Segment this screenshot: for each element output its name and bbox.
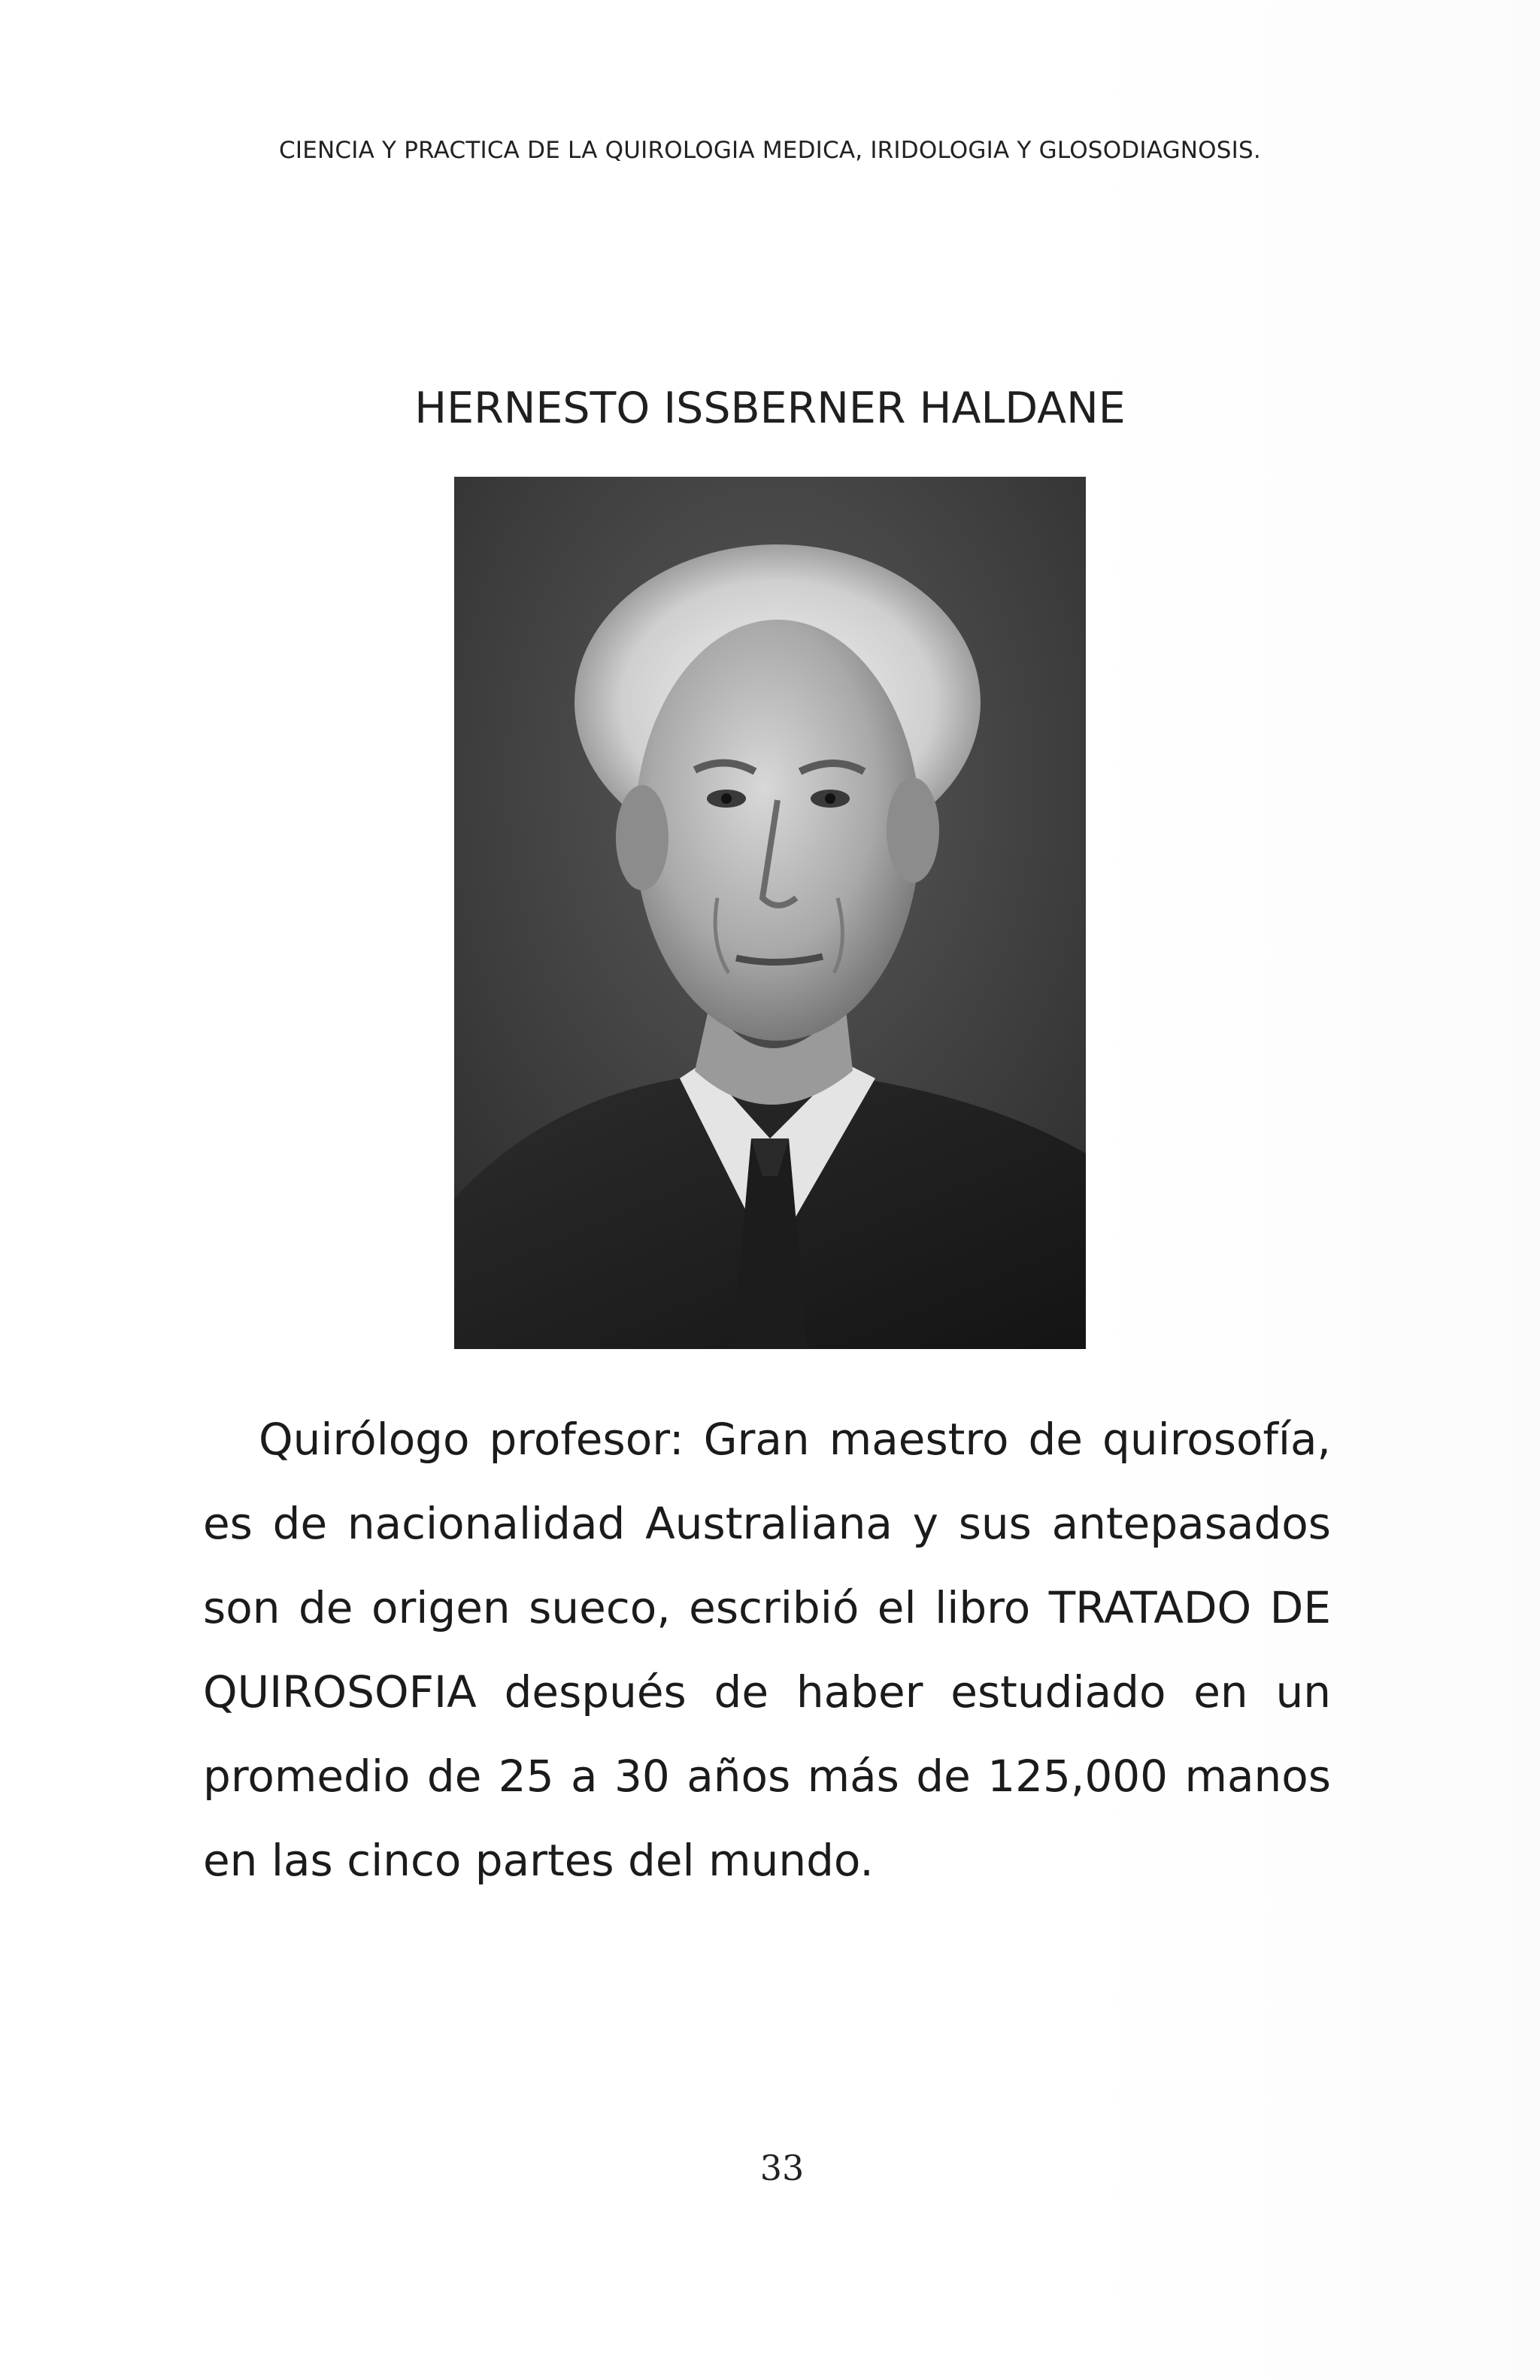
portrait-photo: [454, 477, 1086, 1349]
running-header: CIENCIA Y PRACTICA DE LA QUIROLOGIA MEDICA, IRIDOLOGIA Y GLOSODIAGNOSIS.: [279, 137, 1261, 164]
biography-paragraph: Quirólogo profesor: Gran maestro de quirosofía, es de nacionalidad Australiana y sus antepasados son de origen sueco, escribió el libro TRATADO DE QUIROSOFIA después de haber estudiado en un promedio de 25 a 30 años más de 125,000 manos en las cinco partes del mundo.: [203, 1414, 1331, 1886]
page-number: 33: [759, 2148, 805, 2188]
portrait-caption: HERNESTO ISSBERNER HALDANE: [414, 384, 1126, 433]
